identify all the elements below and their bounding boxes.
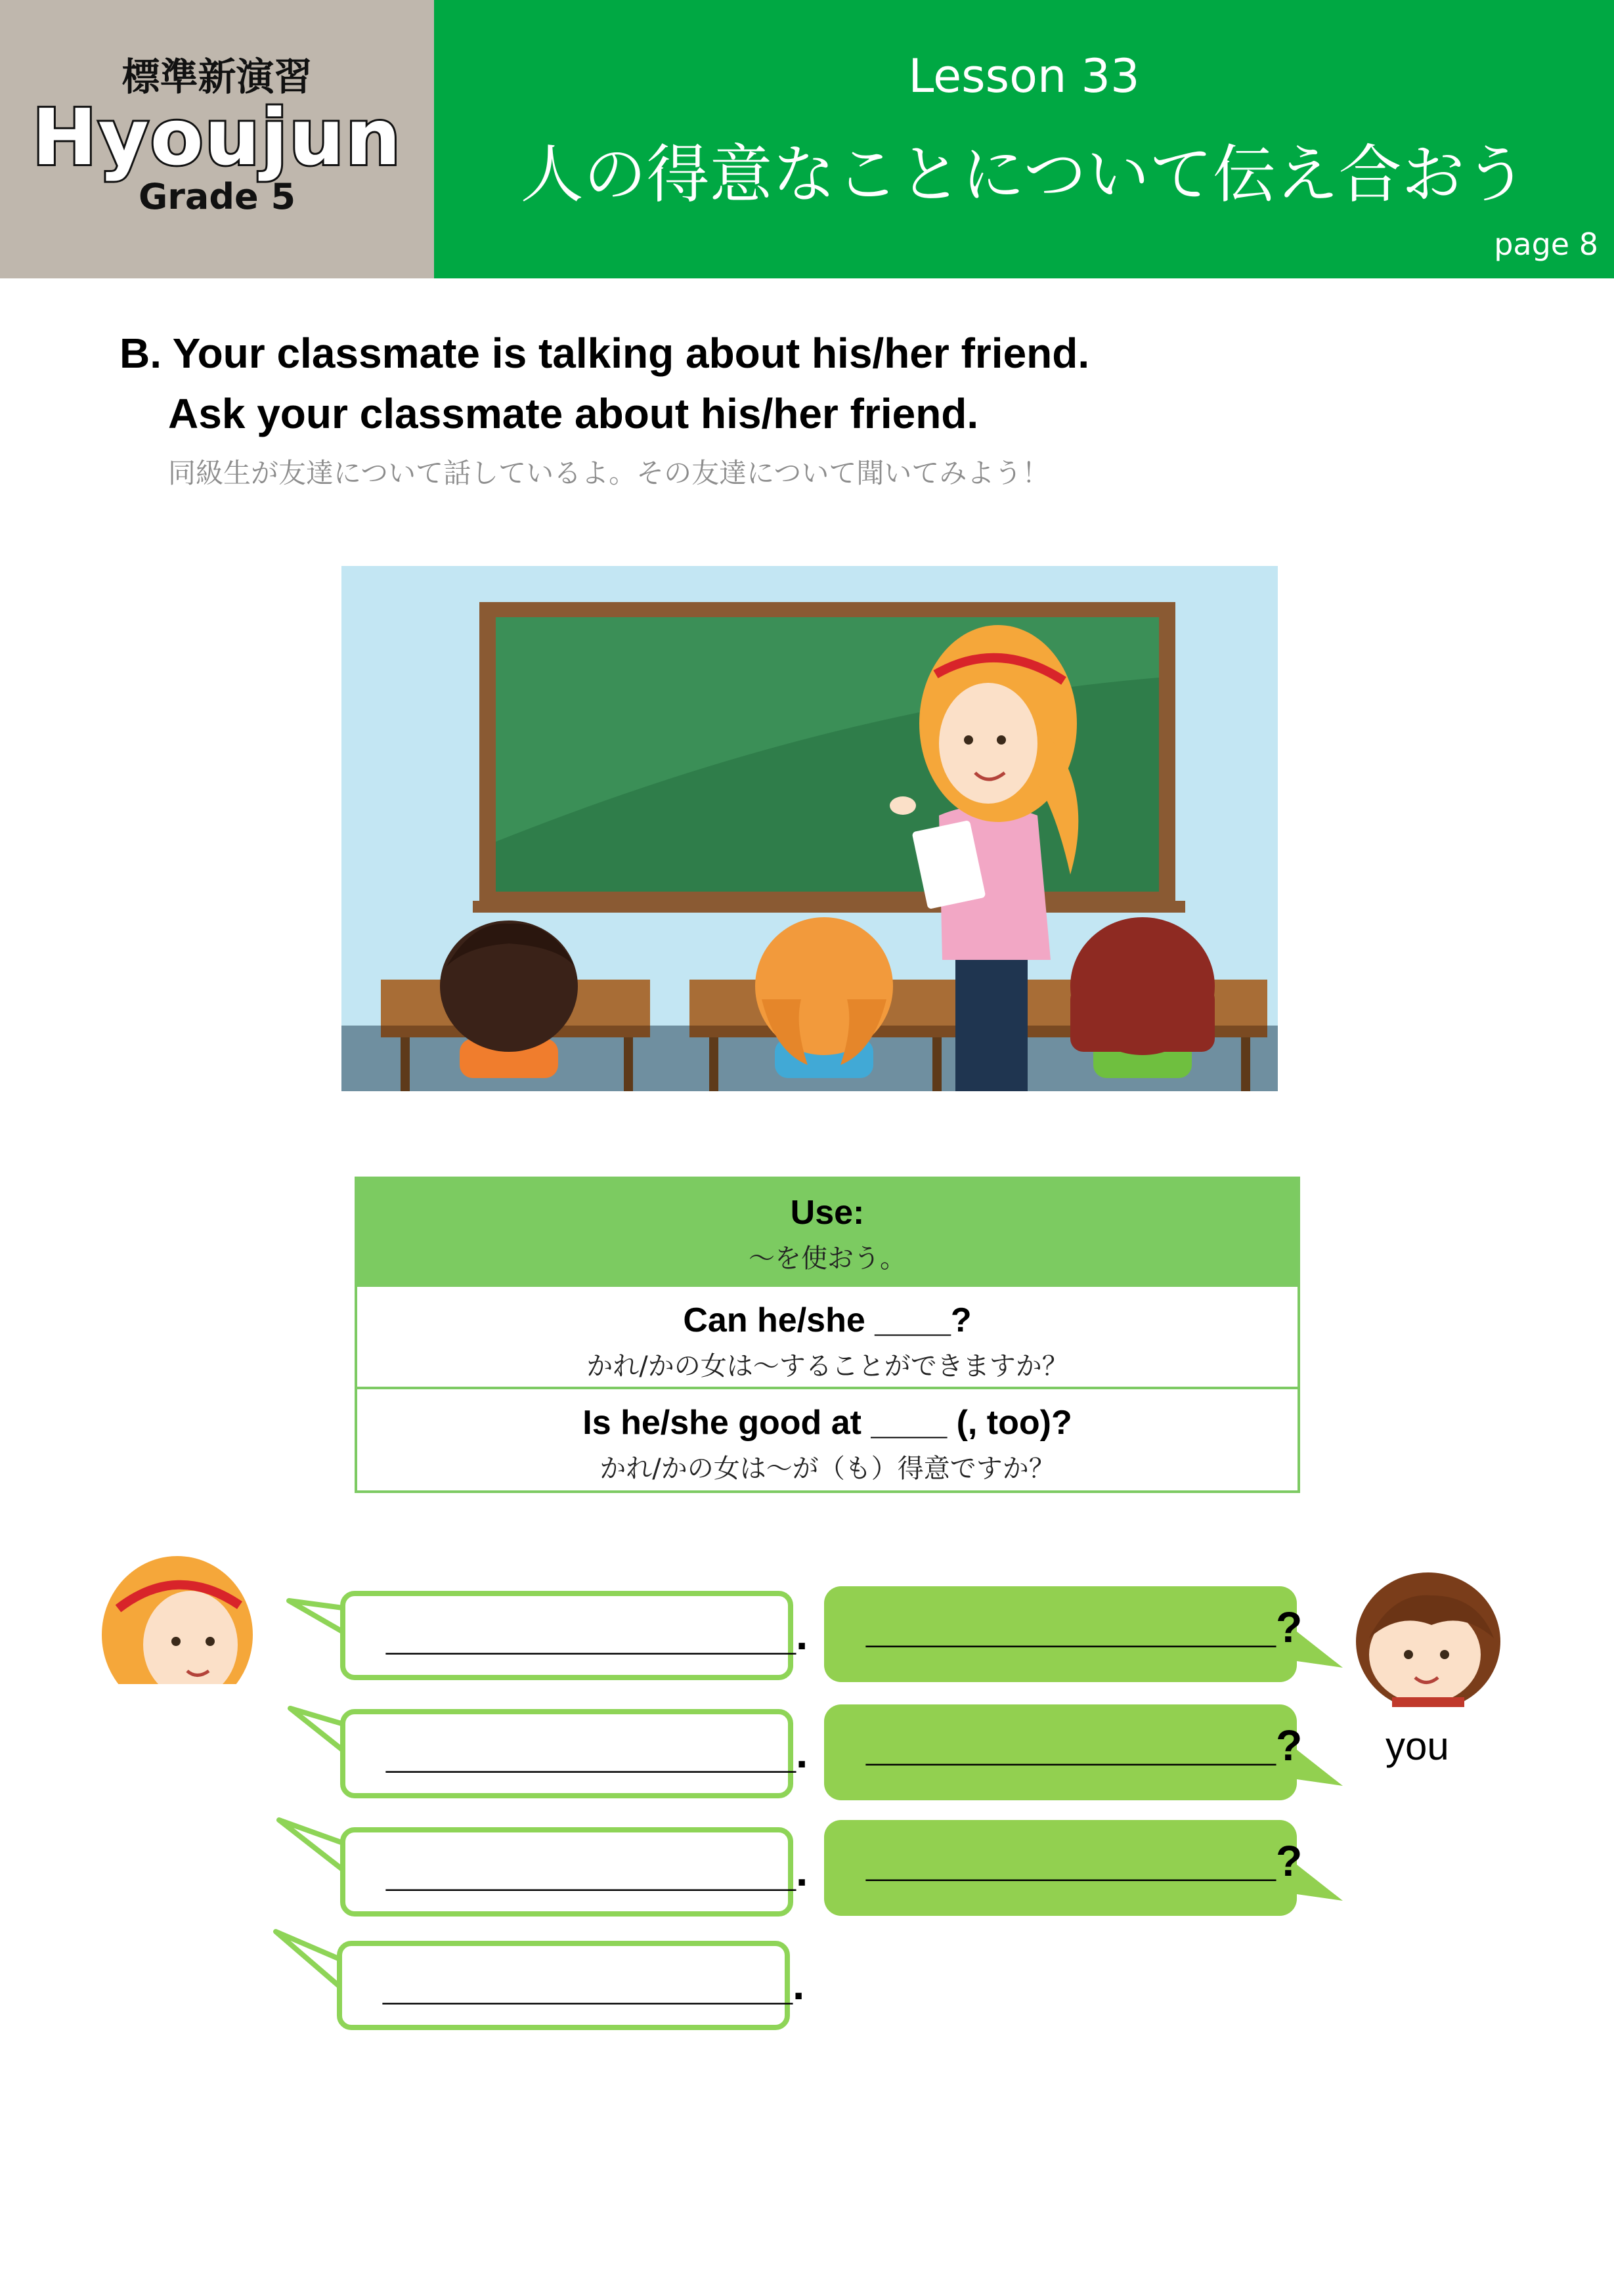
use-row-jp: かれ/かの女は～することができますか？	[586, 1351, 1068, 1381]
use-row-en: Can he/she ____?	[683, 1301, 972, 1339]
lesson-title: 人の得意なことについて伝え合おう	[520, 138, 1528, 211]
friend-avatar	[98, 1556, 259, 1697]
instruction-japanese: 同級生が友達について話しているよ。その友達について聞いてみよう！	[168, 457, 1050, 489]
you-question-bubble[interactable]	[824, 1586, 1303, 1682]
friend-answer-bubble[interactable]	[337, 1941, 805, 2030]
question-blank: _________________?	[866, 1836, 1303, 1885]
brand-japanese-title: 標準新演習	[121, 54, 313, 99]
use-header-en: Use:	[790, 1194, 865, 1232]
use-phrases-table	[355, 1177, 1300, 1493]
friend-answer-bubble[interactable]	[340, 1709, 808, 1798]
instruction-line-1: B. Your classmate is talking about his/her friend.	[120, 330, 1090, 377]
you-question-bubble[interactable]	[824, 1820, 1303, 1916]
page-number: page 8	[1494, 227, 1598, 262]
grade-label: Grade 5	[138, 176, 296, 217]
use-header-jp: ～を使おう。	[749, 1244, 906, 1274]
you-question-bubble[interactable]	[824, 1704, 1303, 1800]
classroom-illustration	[341, 566, 1278, 1091]
use-table-row	[357, 1284, 1298, 1387]
instruction-line-2: Ask your classmate about his/her friend.	[168, 390, 979, 437]
you-avatar	[1353, 1566, 1504, 1707]
answer-blank: _________________.	[386, 1610, 808, 1658]
you-label: you	[1385, 1724, 1449, 1768]
answer-blank: _________________.	[386, 1728, 808, 1777]
use-table-row	[357, 1387, 1298, 1490]
friend-answer-bubble[interactable]	[340, 1827, 808, 1917]
brand-logo-text: Hyoujun	[32, 92, 403, 183]
answer-blank: _________________.	[383, 1960, 805, 2008]
lesson-number: Lesson 33	[908, 49, 1140, 103]
use-row-jp: かれ/かの女は～が（も）得意ですか？	[600, 1454, 1055, 1484]
instructions	[120, 323, 1089, 444]
question-blank: _________________?	[866, 1603, 1303, 1651]
use-row-en: Is he/she good at ____ (, too)?	[582, 1404, 1072, 1442]
friend-answer-bubble[interactable]	[340, 1591, 808, 1680]
student-boy	[440, 921, 578, 1078]
use-table-header	[357, 1179, 1298, 1284]
answer-blank: _________________.	[386, 1846, 808, 1895]
question-blank: _________________?	[866, 1721, 1303, 1769]
student-girl-orange	[755, 917, 893, 1078]
